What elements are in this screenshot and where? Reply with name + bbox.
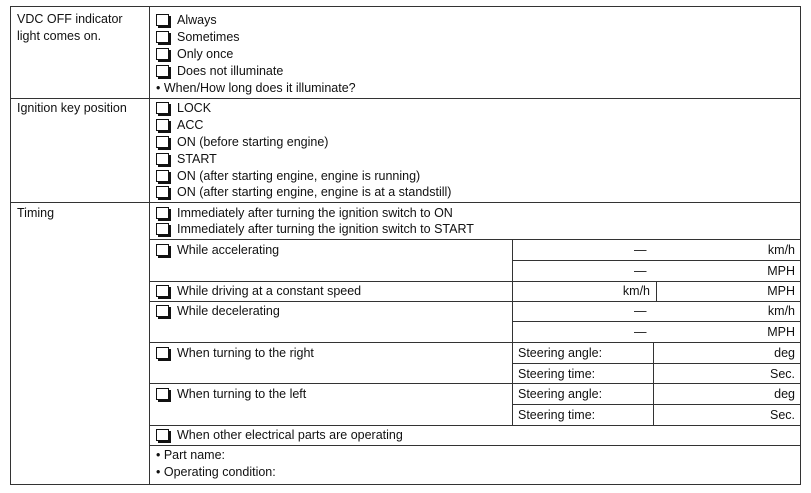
section-label-vdc-line2: light comes on. <box>17 29 102 43</box>
checkbox[interactable] <box>156 14 169 26</box>
rule <box>149 342 800 343</box>
speed-dash: — <box>634 264 647 278</box>
checkbox[interactable] <box>156 223 169 235</box>
checkbox[interactable] <box>156 388 169 400</box>
rule <box>653 342 654 425</box>
option-label: While decelerating <box>177 304 280 318</box>
speed-dash: — <box>634 243 647 257</box>
option-label: When other electrical parts are operating <box>177 428 403 442</box>
section-label-ignition: Ignition key position <box>17 101 127 115</box>
unit-kmh: km/h <box>622 284 650 298</box>
option-label: LOCK <box>177 101 212 115</box>
rule <box>800 6 801 485</box>
checkbox[interactable] <box>156 136 169 148</box>
option-label: While accelerating <box>177 243 280 257</box>
option-label: ON (after starting engine, engine is at a standstill) <box>177 185 452 199</box>
rule <box>10 98 800 99</box>
option-label: ON (before starting engine) <box>177 135 329 149</box>
rule <box>512 404 800 405</box>
option-label: Does not illuminate <box>177 64 284 78</box>
rule <box>149 239 800 240</box>
unit-mph: MPH <box>767 264 795 278</box>
option-label: ACC <box>177 118 204 132</box>
part-name-label: • Part name: <box>156 448 225 462</box>
illumination-note: • When/How long does it illuminate? <box>156 81 356 95</box>
checkbox[interactable] <box>156 153 169 165</box>
rule <box>10 202 800 203</box>
steering-time-label: Steering time: <box>518 367 596 381</box>
option-label: Immediately after turning the ignition switch to ON <box>177 206 453 220</box>
option-label: Only once <box>177 47 234 61</box>
option-label: ON (after starting engine, engine is running) <box>177 169 421 183</box>
section-label-timing: Timing <box>17 206 55 220</box>
unit-deg: deg <box>774 346 795 360</box>
rule <box>10 6 800 7</box>
rule <box>149 383 800 384</box>
checkbox[interactable] <box>156 48 169 60</box>
option-label: While driving at a constant speed <box>177 284 362 298</box>
checkbox[interactable] <box>156 347 169 359</box>
unit-sec: Sec. <box>769 367 795 381</box>
operating-condition-label: • Operating condition: <box>156 465 276 479</box>
option-label: Always <box>177 13 217 27</box>
checkbox[interactable] <box>156 285 169 297</box>
steering-angle-label: Steering angle: <box>518 387 603 401</box>
option-label: When turning to the right <box>177 346 314 360</box>
unit-kmh: km/h <box>767 304 795 318</box>
unit-mph: MPH <box>767 325 795 339</box>
checkbox[interactable] <box>156 244 169 256</box>
rule <box>149 445 800 446</box>
rule <box>10 6 11 485</box>
rule <box>512 239 513 425</box>
unit-kmh: km/h <box>767 243 795 257</box>
unit-deg: deg <box>774 387 795 401</box>
rule <box>149 6 150 485</box>
rule <box>149 281 800 282</box>
checkbox[interactable] <box>156 207 169 219</box>
checkbox[interactable] <box>156 31 169 43</box>
section-label-vdc: VDC OFF indicator <box>17 12 123 26</box>
rule <box>512 260 800 261</box>
steering-time-label: Steering time: <box>518 408 596 422</box>
speed-dash: — <box>634 325 647 339</box>
unit-mph: MPH <box>767 284 795 298</box>
option-label: When turning to the left <box>177 387 307 401</box>
checkbox[interactable] <box>156 102 169 114</box>
rule <box>149 425 800 426</box>
option-label: Sometimes <box>177 30 240 44</box>
option-label: START <box>177 152 217 166</box>
steering-angle-label: Steering angle: <box>518 346 603 360</box>
unit-sec: Sec. <box>769 408 795 422</box>
rule <box>149 301 800 302</box>
rule <box>512 321 800 322</box>
speed-dash: — <box>634 304 647 318</box>
checkbox[interactable] <box>156 65 169 77</box>
option-label: Immediately after turning the ignition switch to START <box>177 222 474 236</box>
rule <box>512 363 800 364</box>
checkbox[interactable] <box>156 170 169 182</box>
rule <box>10 484 800 485</box>
checkbox[interactable] <box>156 305 169 317</box>
checkbox[interactable] <box>156 119 169 131</box>
checkbox[interactable] <box>156 429 169 441</box>
checkbox[interactable] <box>156 186 169 198</box>
rule <box>656 281 657 301</box>
